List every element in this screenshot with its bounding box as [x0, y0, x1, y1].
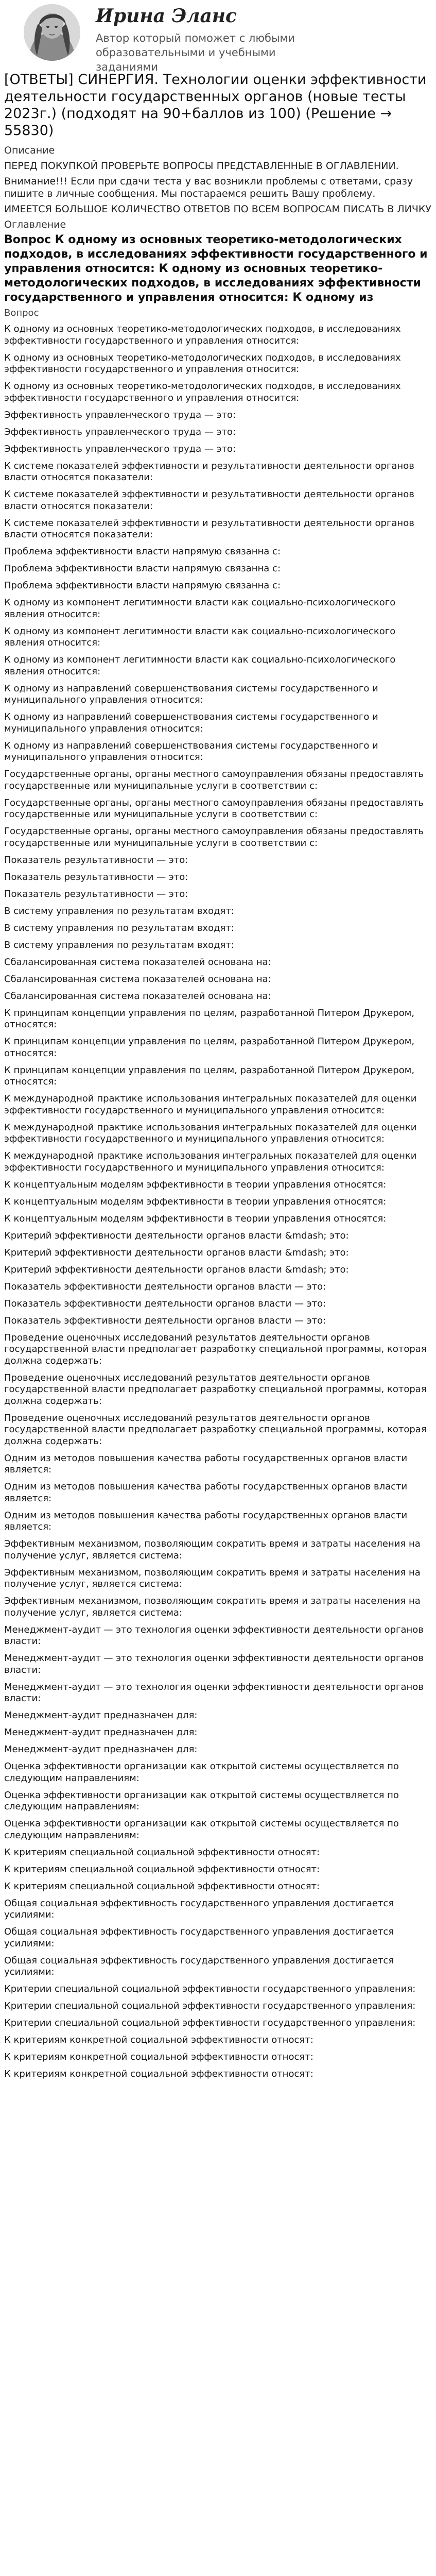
author-description: Автор который поможет с любыми образовательными и учебными заданиями — [96, 32, 295, 73]
question-item: В систему управления по результатам входят: — [4, 905, 234, 917]
question-item: Критерии специальной социальной эффективности государственного управления: — [4, 2018, 416, 2028]
question-item: К международной практике использования интегральных показателей для оценки эффективности государственного и муниципального управления относится: — [4, 1150, 417, 1173]
question-item: Общая социальная эффективность государственного управления достигается усилиями: — [4, 1897, 394, 1920]
question-item: Показатель эффективности деятельности органов власти — это: — [4, 1281, 326, 1292]
question-item: Общая социальная эффективность государственного управления достигается усилиями: — [4, 1926, 394, 1949]
question-item: Эффективность управленческого труда — это: — [4, 443, 236, 454]
question-item: К международной практике использования интегральных показателей для оценки эффективности государственного и муниципального управления относится: — [4, 1122, 417, 1144]
question-item: Менеджмент-аудит предназначен для: — [4, 1727, 198, 1738]
question-item: Менеджмент-аудит предназначен для: — [4, 1710, 198, 1721]
question-item: К критериям специальной социальной эффективности относят: — [4, 1846, 320, 1858]
question-item: К концептуальным моделям эффективности в теории управления относятся: — [4, 1179, 387, 1190]
question-item: Оценка эффективности организации как открытой системы осуществляется по следующим направлениям: — [4, 1818, 399, 1841]
question-item: Оценка эффективности организации как открытой системы осуществляется по следующим направлениям: — [4, 1789, 399, 1812]
question-item: К принципам концепции управления по целям, разработанной Питером Друкером, относятся: — [4, 1007, 415, 1030]
question-list — [4, 324, 432, 2080]
description-line: Внимание!!! Если при сдачи теста у вас возникли проблемы с ответами, сразу пишите в личные сообщения. Мы постараемся решить Вашу проблему. — [4, 176, 413, 199]
question-item: Оценка эффективности организации как открытой системы осуществляется по следующим направлениям: — [4, 1761, 399, 1784]
question-item: Государственные органы, органы местного самоуправления обязаны предоставлять государственные или муниципальные услуги в соответствии с: — [4, 797, 424, 820]
question-item: К критериям конкретной социальной эффективности относят: — [4, 2035, 313, 2045]
question-item: К одному из компонент легитимности власти как социально-психологического явления относится: — [4, 654, 396, 677]
avatar-photo-icon — [24, 4, 80, 61]
question-item: Показатель результативности — это: — [4, 854, 188, 866]
question-item: Проблема эффективности власти напрямую связанна с: — [4, 563, 281, 574]
question-item: К одному из основных теоретико-методологических подходов, в исследованиях эффективности государственного и управления относится: — [4, 324, 401, 346]
question-item: К одному из компонент легитимности власти как социально-психологического явления относится: — [4, 625, 396, 648]
question-item: Сбалансированная система показателей основана на: — [4, 990, 271, 1002]
question-item: К одному из компонент легитимности власти как социально-психологического явления относится: — [4, 597, 396, 620]
question-item: К одному из основных теоретико-методологических подходов, в исследованиях эффективности государственного и управления относится: — [4, 352, 401, 375]
question-item: К критериям специальной социальной эффективности относят: — [4, 1880, 320, 1892]
question-item: Одним из методов повышения качества работы государственных органов власти является: — [4, 1481, 408, 1504]
question-item: К одному из основных теоретико-методологических подходов, в исследованиях эффективности государственного и управления относится: — [4, 381, 401, 403]
toc-label: Оглавление — [4, 219, 66, 230]
question-item: Менеджмент-аудит — это технология оценки эффективности деятельности органов власти: — [4, 1681, 424, 1704]
question-item: Эффективность управленческого труда — это: — [4, 409, 236, 420]
question-item: Эффективным механизмом, позволяющим сократить время и затраты населения на получение услуг, является система: — [4, 1596, 421, 1618]
question-item: Эффективным механизмом, позволяющим сократить время и затраты населения на получение услуг, является система: — [4, 1567, 421, 1589]
question-item: Государственные органы, органы местного самоуправления обязаны предоставлять государственные или муниципальные услуги в соответствии с: — [4, 826, 424, 849]
question-item: Критерий эффективности деятельности органов власти &mdash; это: — [4, 1230, 349, 1241]
question-item: Менеджмент-аудит предназначен для: — [4, 1744, 198, 1755]
question-item: К одному из направлений совершенствования системы государственного и муниципального управления относится: — [4, 740, 378, 762]
question-item: Критерии специальной социальной эффективности государственного управления: — [4, 2001, 416, 2011]
question-item: Сбалансированная система показателей основана на: — [4, 956, 271, 968]
question-item: К системе показателей эффективности и результативности деятельности органов власти относятся показатели: — [4, 517, 414, 540]
author-card — [4, 0, 432, 73]
description-line: ИМЕЕТСЯ БОЛЬШОЕ КОЛИЧЕСТВО ОТВЕТОВ ПО ВСЕМ ВОПРОСАМ ПИСАТЬ В ЛИЧКУ — [4, 204, 431, 215]
question-item: Одним из методов повышения качества работы государственных органов власти является: — [4, 1510, 408, 1532]
question-item: К концептуальным моделям эффективности в теории управления относятся: — [4, 1196, 387, 1207]
description-block — [4, 160, 432, 215]
question-item: К международной практике использования интегральных показателей для оценки эффективности государственного и муниципального управления относится: — [4, 1093, 417, 1116]
question-item: В систему управления по результатам входят: — [4, 922, 234, 934]
question-item: Государственные органы, органы местного самоуправления обязаны предоставлять государственные или муниципальные услуги в соответствии с: — [4, 769, 424, 791]
question-item: Одним из методов повышения качества работы государственных органов власти является: — [4, 1452, 408, 1475]
question-item: Менеджмент-аудит — это технология оценки эффективности деятельности органов власти: — [4, 1653, 424, 1675]
author-info — [96, 4, 312, 74]
question-item: Показатель эффективности деятельности органов власти — это: — [4, 1315, 326, 1326]
question-item: Проведение оценочных исследований результатов деятельности органов государственной власти предполагает разработку специальной программы, которая должна содержать: — [4, 1372, 427, 1406]
question-label: Вопрос — [4, 308, 39, 318]
question-heading: Вопрос К одному из основных теоретико-методологических подходов, в исследованиях эффективности государственного и управления относится: К одному из основных теоретико-методологических подходов, в исследованиях эффективности государственного и управления относится: К одному из — [4, 233, 428, 304]
description-label: Описание — [4, 145, 55, 156]
question-item: Показатель результативности — это: — [4, 888, 188, 900]
question-item: Критерий эффективности деятельности органов власти &mdash; это: — [4, 1264, 349, 1275]
page-title: [ОТВЕТЫ] СИНЕРГИЯ. Технологии оценки эффективности деятельности государственных органов (новые тесты 2023г.) (подходят на 90+баллов из 100) (Решение → 55830) — [4, 72, 427, 139]
author-avatar[interactable] — [24, 4, 80, 61]
question-item: Эффективность управленческого труда — это: — [4, 426, 236, 437]
question-item: Сбалансированная система показателей основана на: — [4, 973, 271, 985]
question-item: Менеджмент-аудит — это технология оценки эффективности деятельности органов власти: — [4, 1624, 424, 1647]
question-item: Критерий эффективности деятельности органов власти &mdash; это: — [4, 1247, 349, 1258]
question-item: Проблема эффективности власти напрямую связанна с: — [4, 546, 281, 557]
question-item: К принципам концепции управления по целям, разработанной Питером Друкером, относятся: — [4, 1064, 415, 1087]
question-item: В систему управления по результатам входят: — [4, 939, 234, 951]
question-item: Эффективным механизмом, позволяющим сократить время и затраты населения на получение услуг, является система: — [4, 1538, 421, 1561]
question-item: К принципам концепции управления по целям, разработанной Питером Друкером, относятся: — [4, 1036, 415, 1059]
question-item: К одному из направлений совершенствования системы государственного и муниципального управления относится: — [4, 711, 378, 734]
question-item: К критериям специальной социальной эффективности относят: — [4, 1863, 320, 1875]
author-name[interactable]: Ирина Эланс — [96, 5, 237, 27]
question-item: К критериям конкретной социальной эффективности относят: — [4, 2052, 313, 2062]
description-line: ПЕРЕД ПОКУПКОЙ ПРОВЕРЬТЕ ВОПРОСЫ ПРЕДСТАВЛЕННЫЕ В ОГЛАВЛЕНИИ. — [4, 160, 399, 172]
question-item: Показатель результативности — это: — [4, 871, 188, 883]
question-item: Критерии специальной социальной эффективности государственного управления: — [4, 1984, 416, 1994]
question-item: Проведение оценочных исследований результатов деятельности органов государственной власти предполагает разработку специальной программы, которая должна содержать: — [4, 1332, 427, 1366]
question-item: Проблема эффективности власти напрямую связанна с: — [4, 580, 281, 591]
question-item: К концептуальным моделям эффективности в теории управления относятся: — [4, 1213, 387, 1224]
question-item: К системе показателей эффективности и результативности деятельности органов власти относятся показатели: — [4, 489, 414, 512]
question-item: К системе показателей эффективности и результативности деятельности органов власти относятся показатели: — [4, 460, 414, 483]
question-item: Показатель эффективности деятельности органов власти — это: — [4, 1298, 326, 1309]
question-item: Общая социальная эффективность государственного управления достигается усилиями: — [4, 1955, 394, 1977]
question-item: Проведение оценочных исследований результатов деятельности органов государственной власти предполагает разработку специальной программы, которая должна содержать: — [4, 1412, 427, 1447]
question-item: К одному из направлений совершенствования системы государственного и муниципального управления относится: — [4, 683, 378, 705]
question-item: К критериям конкретной социальной эффективности относят: — [4, 2069, 313, 2079]
